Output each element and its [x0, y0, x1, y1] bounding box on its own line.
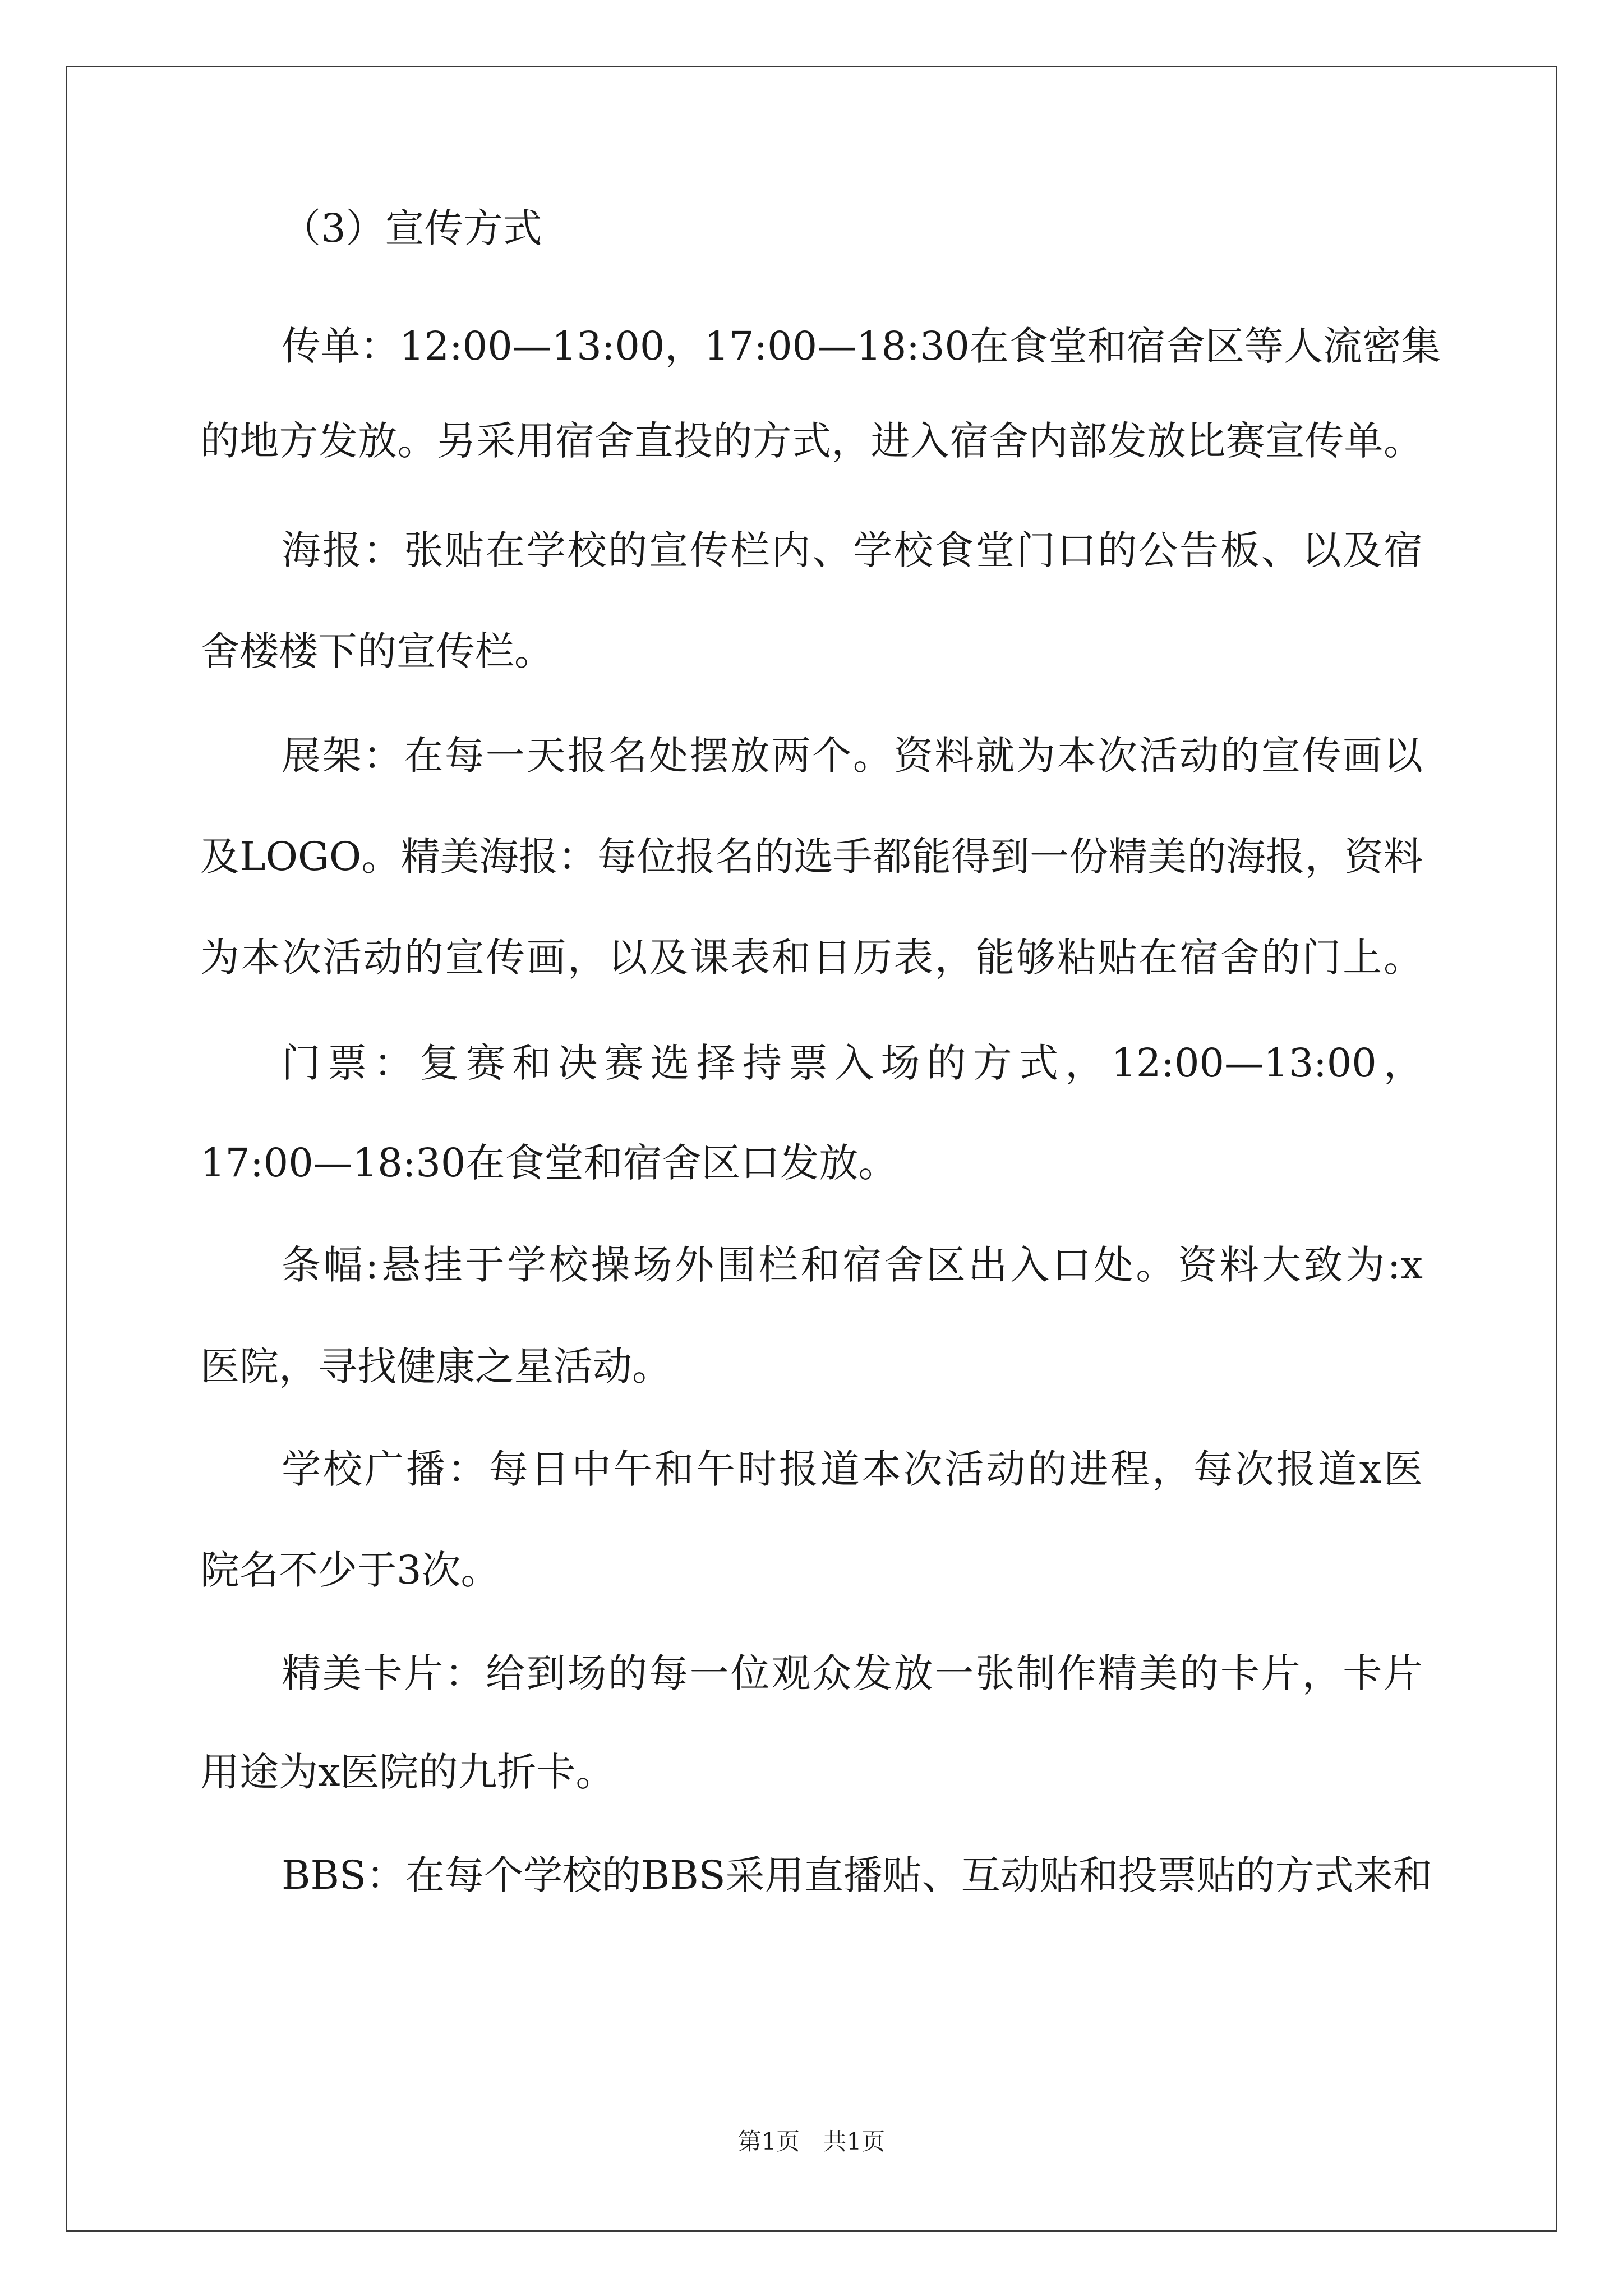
paragraph-line: 医院，寻找健康之星活动。: [200, 1343, 671, 1389]
paragraph-line: 的地方发放。另采用宿舍直投的方式，进入宿舍内部发放比赛宣传单。: [200, 418, 1423, 464]
paragraph-line: 为本次活动的宣传画，以及课表和日历表，能够粘贴在宿舍的门上。: [200, 935, 1423, 981]
page-footer: [0, 2126, 1623, 2157]
paragraph-line: 精美卡片：给到场的每一位观众发放一张制作精美的卡片，卡片: [282, 1650, 1423, 1696]
paragraph-line: 院名不少于3次。: [200, 1547, 500, 1593]
page-number-current: 第1页: [737, 2128, 800, 2155]
paragraph-line: 舍楼楼下的宣传栏。: [200, 628, 554, 674]
paragraph-line: BBS：在每个学校的BBS采用直播贴、互动贴和投票贴的方式来和: [282, 1852, 1432, 1898]
paragraph-line: 用途为x医院的九折卡。: [200, 1749, 615, 1795]
paragraph-line: 传单：12:00—13:00，17:00—18:30在食堂和宿舍区等人流密集: [282, 323, 1441, 369]
paragraph-line: 条幅:悬挂于学校操场外围栏和宿舍区出入口处。资料大致为:x: [282, 1242, 1423, 1288]
paragraph-line: 17:00—18:30在食堂和宿舍区口发放。: [200, 1140, 898, 1186]
paragraph-line: 门票：复赛和决赛选择持票入场的方式，12:00—13:00，: [282, 1040, 1423, 1086]
section-heading: （3）宣传方式: [282, 205, 542, 251]
paragraph-line: 及LOGO。精美海报：每位报名的选手都能得到一份精美的海报，资料: [200, 834, 1423, 880]
page-number-total: 共1页: [823, 2128, 886, 2155]
paragraph-line: 海报：张贴在学校的宣传栏内、学校食堂门口的公告板、以及宿: [282, 527, 1423, 573]
paragraph-line: 学校广播：每日中午和午时报道本次活动的进程，每次报道x医: [282, 1446, 1423, 1492]
paragraph-line: 展架：在每一天报名处摆放两个。资料就为本次活动的宣传画以: [282, 733, 1423, 779]
